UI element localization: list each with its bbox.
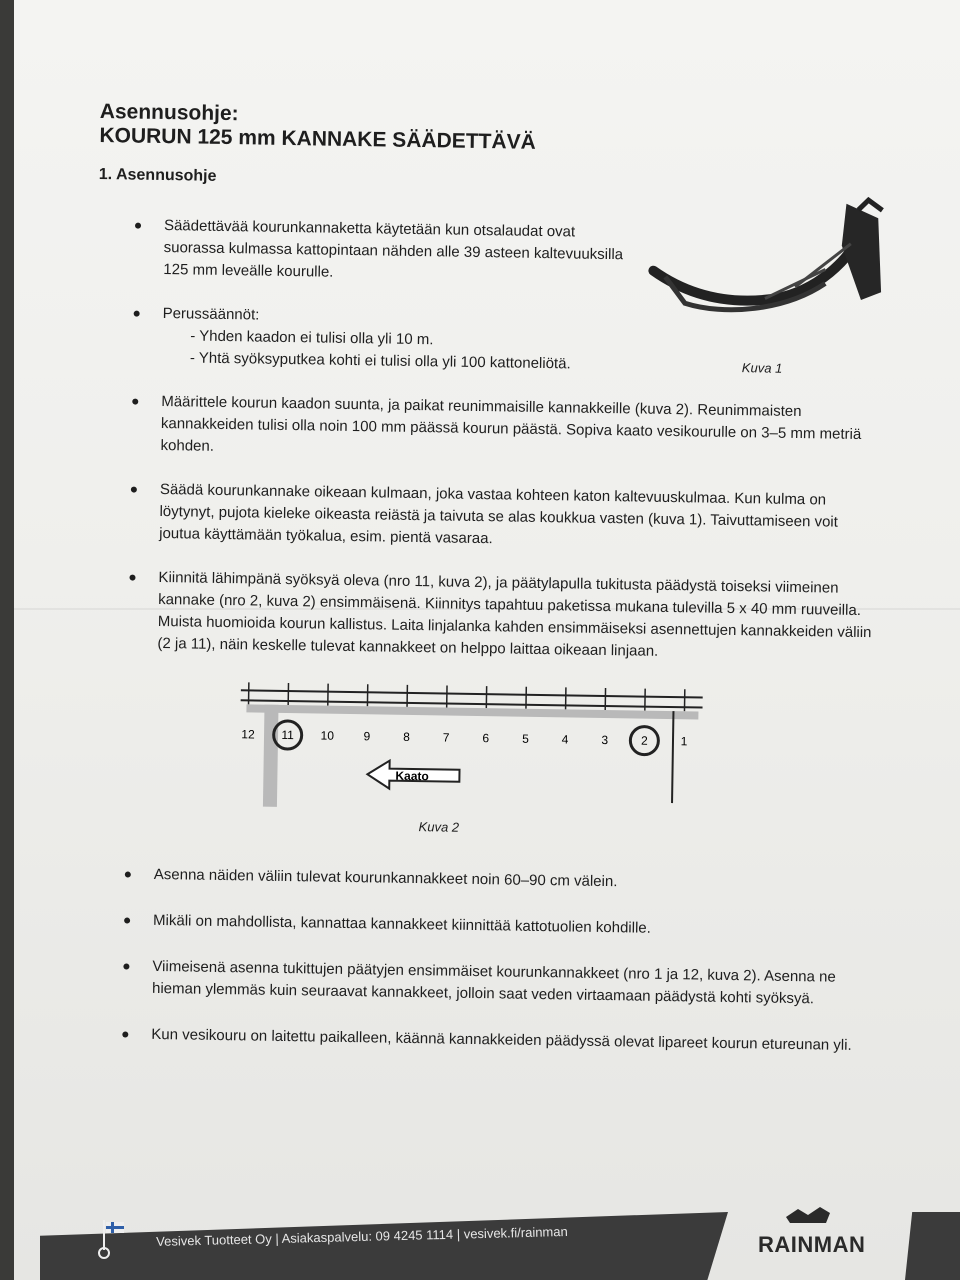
bracket-number: 1 — [680, 734, 688, 749]
footer-contact: Vesivek Tuotteet Oy | Asiakaspalvelu: 09 4245 1114 | vesivek.fi/rainman — [156, 1223, 568, 1249]
bracket-number: 11 — [281, 727, 295, 743]
bracket-number: 8 — [403, 729, 411, 744]
list-item: Kun vesikouru on laitettu paikalleen, käännä kannakkeiden päädyssä olevat lipareet kourun etureunan yli. — [85, 1023, 865, 1057]
list-item: Määrittele kourun kaadon suunta, ja paikat reunimmaisille kannakkeille (kuva 2). Reunimmaisten kannakkeiden tulisi olla noin 100 mm päässä kourun päästä. Sopiva kaato vesikourulle on 3–5 mm metriä kohden. — [94, 390, 875, 468]
bracket-layout-figure — [239, 678, 711, 815]
gutter-bracket-figure — [645, 193, 887, 327]
list-item: Mikäli on mahdollista, kannattaa kannakkeet kiinnittää kattotuolien kohdille. — [87, 909, 867, 943]
footer-flag-logo-icon — [96, 1216, 130, 1260]
brand-name: RAINMAN — [758, 1232, 866, 1257]
rainman-logo-icon — [782, 1203, 834, 1229]
list-item: Perussäännöt: - Yhden kaadon ei tulisi olla yli 10 m. - Yhtä syöksyputkea kohti ei tulisi olla yli 100 kattoneliötä. — [96, 302, 877, 380]
figure2-caption: Kuva 2 — [418, 819, 460, 835]
bracket-number: 10 — [320, 728, 335, 743]
doc-subtitle: KOURUN 125 mm KANNAKE SÄÄDETTÄVÄ — [99, 123, 536, 154]
bracket-number: 4 — [561, 732, 569, 747]
bracket-number: 6 — [482, 731, 490, 746]
bracket-layout-diagram — [239, 678, 711, 815]
bracket-number: 9 — [363, 729, 371, 744]
footer-stripe — [905, 1212, 960, 1280]
bracket-number: 7 — [442, 730, 450, 745]
kaato-arrow — [367, 760, 459, 789]
document-content — [85, 100, 880, 1057]
list-item: Viimeisenä asenna tukittujen päätyjen ensimmäiset kourunkannakkeet (nro 1 ja 12, kuva 2). Asenna ne hieman ylemmäs kuin seuraavat kannakkeet, jolloin saat veden virtaamaan päädystä kohti syöksyä. — [86, 955, 867, 1011]
bracket-number: 12 — [241, 727, 255, 742]
bracket-number: 2 — [640, 733, 648, 748]
bracket-number: 5 — [522, 731, 529, 746]
list-item: Säädettävää kourunkannaketta käytetään kun otsalaudat ovat suorassa kulmassa kattopintaan nähden alle 39 asteen kaltevuuksilla 125 mm leveälle kourulle. — [97, 214, 634, 288]
doc-title: Asennusohje: — [99, 100, 239, 126]
list-item: Kiinnitä lähimpänä syöksyä oleva (nro 11, kuva 2), ja päätylapulla tukitusta päädystä toiseksi viimeinen kannake (nro 2, kuva 2) ensimmäisenä. Kiinnitys tapahtuu paketissa mukana tulevilla 5 x 40 mm ruuveilla. Muista huomioida kourun kallistus. Laita linjalanka kahden ensimmäiseksi asennettujen kannakkeiden väliin (2 ja 11), näin keskelle tulevat kannakkeet on helppo laittaa oikeaan linjaan. — [91, 566, 872, 666]
kaato-label: Kaato — [395, 768, 429, 784]
list-item: Asenna näiden väliin tulevat kourunkannakkeet noin 60–90 cm välein. — [88, 863, 868, 897]
figure1-caption: Kuva 1 — [741, 360, 783, 376]
section-title: 1. Asennusohje — [98, 165, 217, 185]
bracket-number: 3 — [601, 732, 609, 748]
list-item: Säädä kourunkannake oikeaan kulmaan, joka vastaa kohteen katon kaltevuuskulmaa. Kun kulma on löytynyt, pujota kieleke oikeasta reiästä ja taivuta se alas koukkua vasten (kuva 1). Taivuttamiseen voit joutua käyttämään työkalua, esim. pientä vasaraa. — [93, 478, 874, 556]
